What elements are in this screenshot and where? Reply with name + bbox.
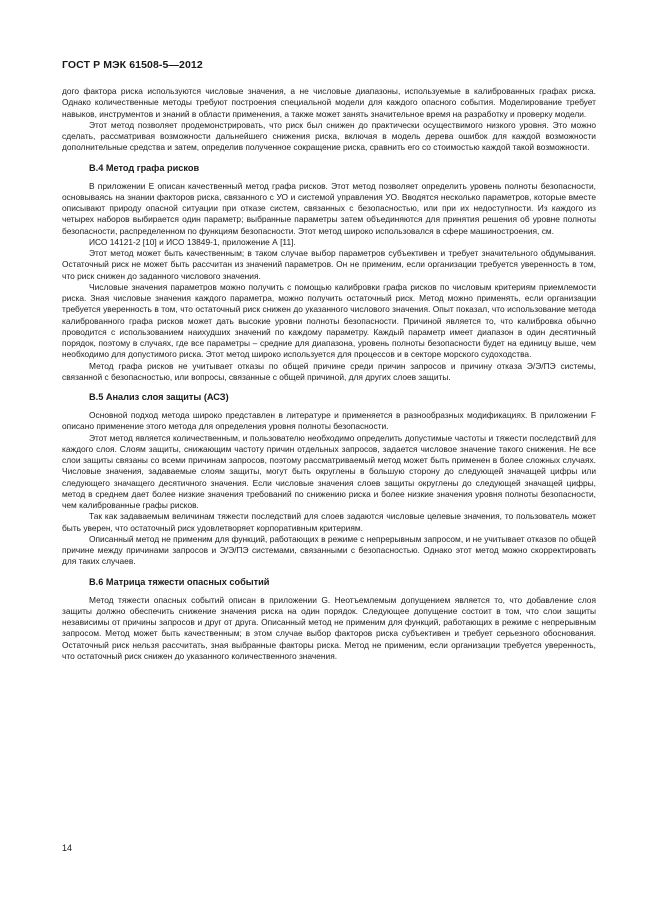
page-header-title: ГОСТ Р МЭК 61508-5—2012 bbox=[62, 59, 203, 71]
page-number: 14 bbox=[62, 843, 73, 853]
paragraph: Этот метод позволяет продемонстрировать, что риск был снижен до практически осуществимого низкого уровня. Это можно сделать, рассматривая возможности дальнейшего снижения риска, включая в модель дерева ошибок для каждой возможности дополнительные средства и затем, определив полученное сокращение риска, сравнить его со стоимостью каждой такой возможности. bbox=[62, 119, 596, 153]
paragraph: ИСО 14121-2 [10] и ИСО 13849-1, приложение А [11]. bbox=[89, 236, 296, 247]
paragraph: Этот метод является количественным, и пользователю необходимо определить допустимые частоты и тяжести последствий для каждого слоя. Слоям защиты, снижающим частоту причин отдельных запросов, задается числовое значение такого снижения. Не все слои защиты связаны со всеми причинам запросов, поэтому рассматриваемый метод может быть применен в более сложных случаях. Числовые значения, задаваемые слоям защиты, могут быть округлены в большую сторону до следующей значащей цифры или следующего значащего десятичного значения. Если числовые значения слоев защиты округлены до следующей значащей цифры, метод в среднем дает более низкие значения требований по снижению риска и более низкие значения уровня полноты безопасности, чем калиброванные графы рисков. bbox=[62, 432, 596, 510]
paragraph: Описанный метод не применим для функций, работающих в режиме с непрерывным запросом, и не учитывает отказов по общей причине между причинами запросов и Э/Э/ПЭ системами, связанными с безопасностью. Однако этот метод можно скорректировать для таких случаев. bbox=[62, 533, 596, 567]
paragraph: Этот метод может быть качественным; в таком случае выбор параметров субъективен и требует значительного обдумывания. Остаточный риск не может быть рассчитан из значений параметров. Он не применим, если организации требуется уверенность в том, что риск снижен до заданного числового значения. bbox=[62, 248, 596, 281]
paragraph: Числовые значения параметров можно получить с помощью калибровки графа рисков по числовым критериям приемлемости риска. Зная числовые значения каждого параметра, можно получить остаточный риск. Метод можно применять, если организации требуется уверенность в том, что остаточный риск снижен до указанного числового значения. Опыт показал, что использование метода калиброванного графа рисков может дать высокие уровни полноты безопасности. Причиной является то, что калибровка обычно проводится с использованием наихудших значений по каждому параметру. Каждый параметр имеет диапазон в один десятичный порядок, поэтому в случаях, где все параметры – средние для диапазона, уровень полноты безопасности будет на единицу выше, чем необходимо для допустимого риска. Этот метод широко используется для процессов и в секторе морского судоходства. bbox=[62, 281, 596, 360]
paragraph: Основной подход метода широко представлен в литературе и применяется в разнообразных модификациях. В приложении F описано применение этого метода для определения уровня полноты безопасности. bbox=[62, 410, 596, 432]
paragraph: дого фактора риска используются числовые значения, а не числовые диапазоны, используемые в калиброванных графах риска. Однако количественные методы требуют построения специальной модели для каждого опасного события. Моделирование требует навыков, инструментов и знаний в области применения, а также может занять значительное время на разработку и проверку модели. bbox=[62, 86, 596, 119]
section-heading-b5: В.5 Анализ слоя защиты (АСЗ) bbox=[89, 392, 229, 402]
section-heading-b4: В.4 Метод графа рисков bbox=[89, 162, 200, 173]
paragraph: Метод тяжести опасных событий описан в приложении G. Неотъемлемым допущением является то, что добавление слоя защиты должно обеспечить снижение значения риска на один порядок. Следующее допущение состоит в том, что слои защиты независимы от причины запросов и друг от друга. Описанный метод не применим для функций, работающих в режиме с непрерывным запросом. Метод может быть качественным; в этом случае выбор факторов риска субъективен и требует серьезного обоснования. Остаточный риск нельзя рассчитать, зная выбранные факторы риска. Метод не применим, если организации требуется уверенность, что остаточный риск снижен до указанного количественного значения. bbox=[62, 594, 596, 661]
paragraph: В приложении Е описан качественный метод графа рисков. Этот метод позволяет определить уровень полноты безопасности, основываясь на знании факторов риска, связанного с УО и системой управления УО. Вводятся несколько параметров, которые вместе описывают природу опасной ситуации при отказе систем, связанных с безопасностью, или при их недоступности. Из каждого из четырех наборов выбирается один параметр; выбранные параметры затем объединяются для принятия решения об уровне полноты безопасности, распределенном по функциям безопасности. Этот метод широко использовался в сфере машиностроения, см. bbox=[62, 180, 596, 236]
document-body bbox=[62, 86, 596, 662]
section-heading-b6: В.6 Матрица тяжести опасных событий bbox=[89, 576, 270, 587]
paragraph: Так как задаваемым величинам тяжести последствий для слоев задаются числовые целевые значения, то пользователь может быть уверен, что остаточный риск удовлетворяет корпоративным критериям. bbox=[62, 511, 596, 533]
paragraph: Метод графа рисков не учитывает отказы по общей причине среди причин запросов и причину отказа Э/Э/ПЭ системы, связанной с безопасностью, или вопросы, связанные с общей причиной, для других слоев защиты. bbox=[62, 360, 596, 382]
